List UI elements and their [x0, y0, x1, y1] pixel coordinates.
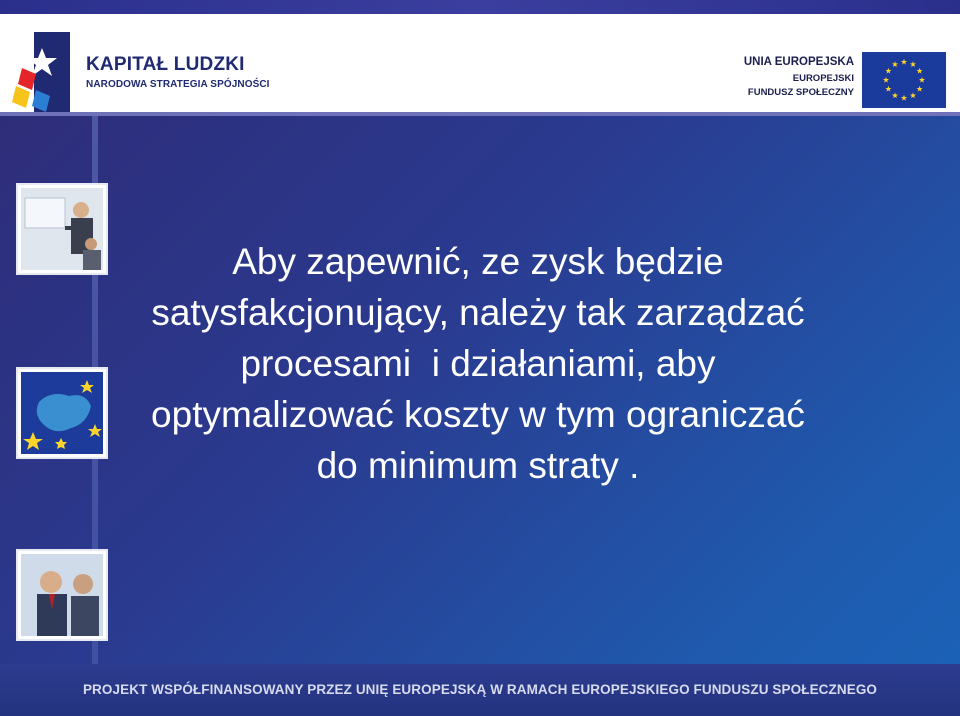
business-people-thumbnail — [18, 551, 106, 639]
presenter-photo-icon — [21, 188, 103, 270]
main-line-2: satysfakcjonujący, należy tak zarządzać — [151, 292, 805, 333]
eu-map-thumbnail — [18, 369, 106, 457]
eu-label-line3: FUNDUSZ SPOŁECZNY — [747, 87, 854, 98]
kapital-ludzki-title: KAPITAŁ LUDZKI — [86, 54, 245, 75]
main-statement — [118, 236, 838, 491]
footer-bar — [0, 664, 960, 716]
presenter-photo-thumbnail — [18, 185, 106, 273]
slide-content-area — [0, 116, 960, 716]
top-color-strip — [0, 0, 960, 14]
eu-label-line1: UNIA EUROPEJSKA — [743, 56, 854, 68]
footer-cofinancing-text: PROJEKT WSPÓŁFINANSOWANY PRZEZ UNIĘ EUROPEJSKĄ W RAMACH EUROPEJSKIEGO FUNDUSZU SPOŁECZNEGO — [82, 682, 878, 697]
kapital-ludzki-logo-icon — [12, 28, 74, 120]
europe-map-stars-icon — [21, 372, 103, 454]
header — [0, 14, 960, 114]
business-people-icon — [21, 554, 103, 636]
main-line-5: do minimum straty . — [316, 445, 640, 486]
main-line-4: optymalizować koszty w tym ograniczać — [151, 394, 805, 435]
eu-flag-icon — [862, 52, 946, 108]
eu-label-line2: EUROPEJSKI — [792, 73, 854, 84]
main-line-3: procesami i działaniami, aby — [240, 343, 716, 384]
kapital-ludzki-subtitle: NARODOWA STRATEGIA SPÓJNOŚCI — [86, 79, 270, 90]
main-line-1: Aby zapewnić, ze zysk będzie — [232, 241, 724, 282]
